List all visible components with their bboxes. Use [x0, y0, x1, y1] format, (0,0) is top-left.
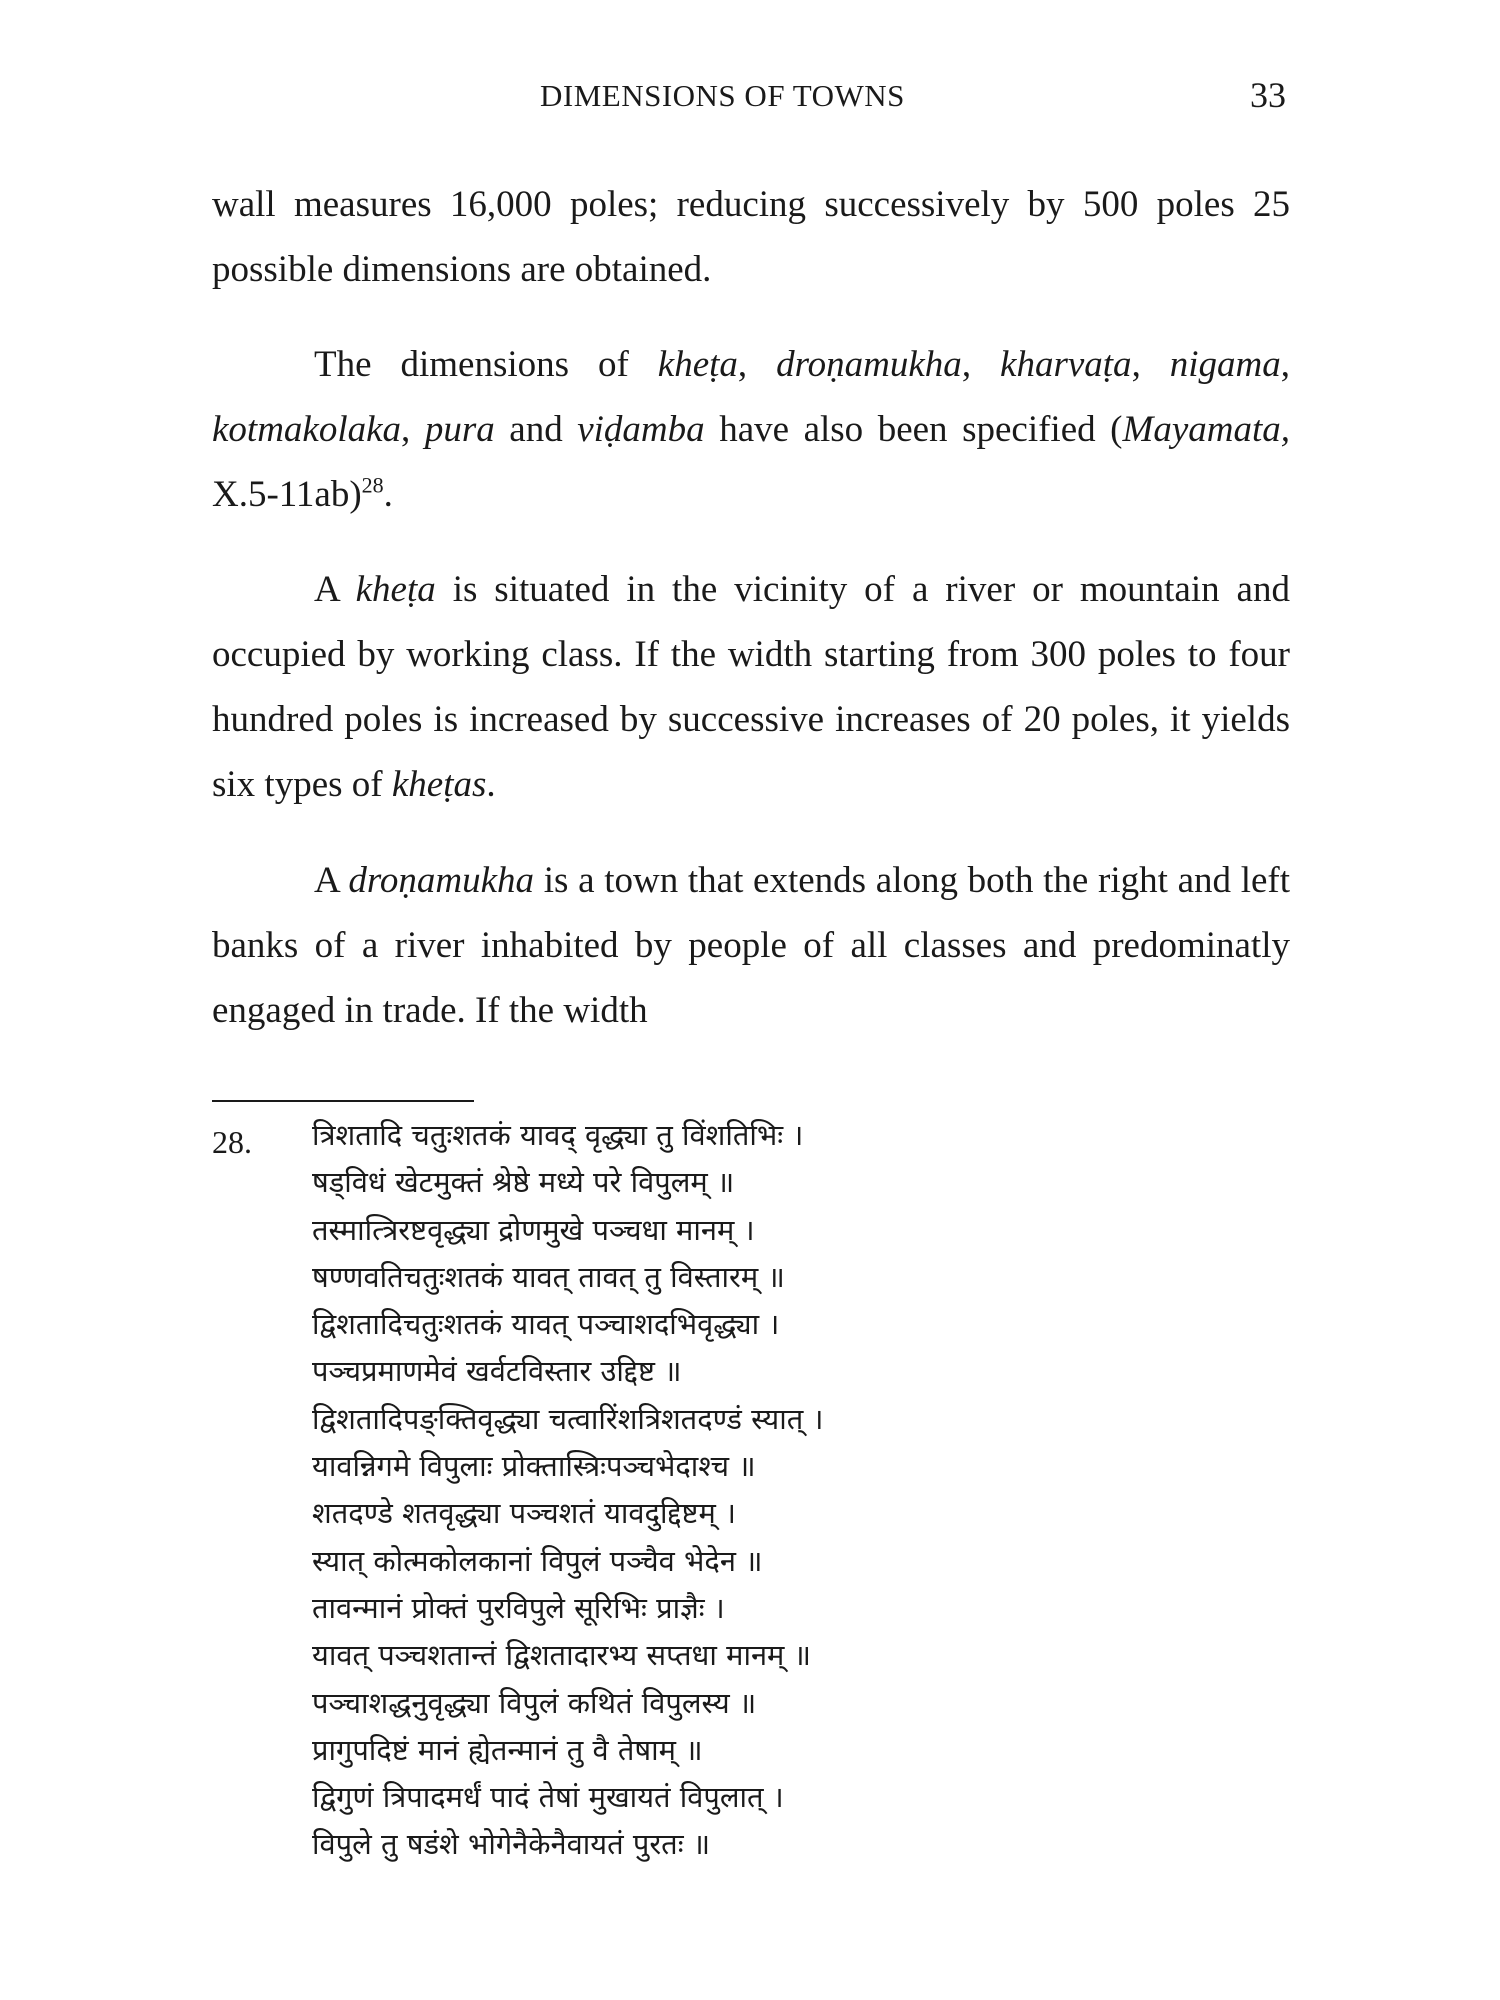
text-run: . — [486, 764, 496, 805]
sanskrit-verse-line: पञ्चप्रमाणमेवं खर्वटविस्तार उद्दिष्ट ॥ — [312, 1354, 682, 1389]
sanskrit-verse-line: षड्विधं खेटमुक्तं श्रेष्ठे मध्ये परे विपुलम् ॥ — [312, 1165, 735, 1200]
sanskrit-verse-line: यावन्निगमे विपुलाः प्रोक्तास्त्रिःपञ्चभेदाश्च ॥ — [312, 1449, 756, 1484]
footnote-reference[interactable]: 28 — [361, 472, 384, 498]
text-run: , — [961, 344, 1001, 385]
sanskrit-verse-line: तावन्मानं प्रोक्तं पुरविपुले सूरिभिः प्राज्ञैः । — [312, 1590, 725, 1625]
text-run: , — [401, 409, 425, 450]
term-kheta: kheṭa — [355, 569, 436, 610]
sanskrit-verse-line: विपुले तु षडंशे भोगेनैकेनैवायतं पुरतः ॥ — [312, 1827, 711, 1862]
page-number: 33 — [1250, 75, 1286, 115]
text-run: . — [383, 474, 393, 515]
sanskrit-verse-line: प्रागुपदिष्टं मानं ह्येतन्मानं तु वै तेषाम् ॥ — [312, 1732, 703, 1767]
sanskrit-verse-line: यावत् पञ्चशतान्तं द्विशतादारभ्य सप्तधा मानम् ॥ — [312, 1638, 811, 1673]
running-title: DIMENSIONS OF TOWNS — [540, 78, 905, 113]
text-run: A — [314, 860, 349, 901]
text-run: , — [1131, 344, 1170, 385]
term-dronamukha: droṇamukha — [776, 344, 962, 385]
sanskrit-verse-line: स्यात् कोत्मकोलकानां विपुलं पञ्चैव भेदेन ॥ — [312, 1543, 763, 1578]
term-kheta: kheṭa — [657, 344, 738, 385]
text-run: A — [314, 569, 356, 610]
term-dronamukha: droṇamukha — [348, 860, 535, 901]
paragraph-1-text: wall measures 16,000 poles; reducing successively by 500 poles 25 possible dimensions are obtained. — [212, 184, 1290, 290]
term-nigama: nigama — [1169, 344, 1281, 385]
term-kotmakolaka: kotmakolaka — [212, 409, 402, 450]
paragraph-4 — [212, 848, 1290, 1043]
text-run: X.5-11ab) — [212, 474, 362, 515]
sanskrit-verse-line: शतदण्डे शतवृद्ध्या पञ्चशतं यावदुद्दिष्टम् । — [312, 1496, 736, 1531]
text-run: is situated in the vicinity of a river or mountain and occupied by working class. If the width starting from 300 poles to four hundred poles is increased by successive increases of 20 poles, it yields six types of — [212, 569, 1290, 805]
term-khetas: kheṭas — [391, 764, 487, 805]
text-run: is a town that extends along both the right and left banks of a river inhabited by people of all classes and predominatly engaged in trade. If the width — [212, 860, 1290, 1031]
text-run: , — [1280, 344, 1291, 385]
footnote-separator — [212, 1100, 474, 1102]
paragraph-2 — [212, 332, 1290, 527]
citation-mayamata: Mayamata, — [1122, 409, 1290, 450]
sanskrit-verse-line: द्विशतादिपङ्क्तिवृद्ध्या चत्वारिंशत्रिशतदण्डं स्यात् । — [312, 1401, 824, 1436]
paragraph-1 — [212, 172, 1290, 302]
footnote-verses — [312, 1112, 1292, 1869]
term-pura: pura — [424, 409, 495, 450]
text-run: The dimensions of — [314, 344, 658, 385]
sanskrit-verse-line: पञ्चाशद्धनुवृद्ध्या विपुलं कथितं विपुलस्य ॥ — [312, 1685, 757, 1720]
sanskrit-verse-line: द्विगुणं त्रिपादमर्धं पादं तेषां मुखायतं विपुलात् । — [312, 1780, 784, 1815]
footnote-number: 28. — [212, 1124, 252, 1160]
term-kharvata: kharvaṭa — [1000, 344, 1132, 385]
sanskrit-verse-line: षण्णवतिचतुःशतकं यावत् तावत् तु विस्तारम् ॥ — [312, 1259, 785, 1294]
sanskrit-verse-line: तस्मात्त्रिरष्टवृद्ध्या द्रोणमुखे पञ्चधा मानम् । — [312, 1212, 755, 1247]
sanskrit-verse-line: त्रिशतादि चतुःशतकं यावद् वृद्ध्या तु विंशतिभिः । — [312, 1118, 804, 1152]
text-run: , — [737, 344, 777, 385]
text-run: and — [494, 409, 578, 450]
paragraph-3 — [212, 557, 1290, 817]
sanskrit-verse-line: द्विशतादिचतुःशतकं यावत् पञ्चाशदभिवृद्ध्या । — [312, 1307, 780, 1342]
text-run: have also been specified ( — [704, 409, 1123, 450]
term-vidamba: viḍamba — [577, 409, 705, 450]
